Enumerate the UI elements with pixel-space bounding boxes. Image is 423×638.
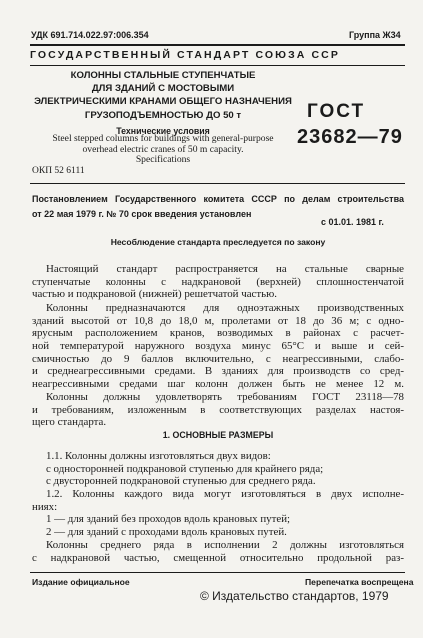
text-line: смичностью до 9 баллов включительно, с неагрессивными, слабо-: [32, 352, 404, 365]
text-line: с надкрановой частью, смещенной относительно продольной раз-: [32, 551, 404, 564]
title-en-line: overhead electric cranes of 50 m capacity.: [82, 143, 244, 155]
okp-code: ОКП 52 6111: [32, 166, 85, 176]
title-ru-line: ДЛЯ ЗДАНИЙ С МОСТОВЫМИ: [91, 83, 235, 95]
standard-type-heading: ГОСУДАРСТВЕННЫЙ СТАНДАРТ СОЮЗА ССР: [30, 49, 340, 61]
title-en-line: Steel stepped columns for buildings with general-purpose: [52, 133, 274, 144]
heading-rule: [30, 65, 405, 66]
text-line: ярусным расположением кранов, возводимых в районах с расчет-: [32, 327, 404, 340]
title-ru-line: КОЛОННЫ СТАЛЬНЫЕ СТУПЕНЧАТЫЕ: [70, 70, 256, 81]
text-line: частью и подкрановой (нижней) решетчатой частью.: [32, 288, 277, 301]
title-ru: [32, 69, 294, 138]
text-line: и требованиям, изложенным в соответствующих разделах настоя-: [32, 403, 404, 416]
reprint-label: Перепечатка воспрещена: [305, 577, 414, 587]
text-line: щего стандарта.: [32, 416, 107, 429]
text-line: ступенчатые колонны с надкрановой (верхней) сплошностенчатой: [32, 275, 404, 288]
text-line: ниях:: [32, 500, 58, 513]
text-line: Колонны должны удовлетворять требованиям ГОСТ 23118—78: [46, 390, 404, 403]
text-line: 2 — для зданий с проходами вдоль крановых путей.: [46, 526, 287, 539]
text-line: Настоящий стандарт распространяется на стальные сварные: [46, 263, 404, 275]
text-line: и среднеагрессивными средами. В зданиях для производств со сред-: [32, 365, 404, 378]
title-en: [32, 134, 294, 166]
section-rule: [30, 183, 405, 184]
title-en-line: Specifications: [135, 154, 191, 165]
title-ru-line: ГРУЗОПОДЪЕМНОСТЬЮ ДО 50 т: [84, 109, 242, 121]
gost-label: ГОСТ: [307, 101, 366, 122]
text-line: неагрессивными средами шаг колонн должен быть не менее 12 м.: [32, 378, 404, 391]
footer-rule: [30, 572, 405, 573]
text-line: 1.2. Колонны каждого вида могут изготовляться в двух исполне-: [46, 488, 404, 501]
text-line: с односторонней подкрановой ступенью для крайнего ряда;: [46, 462, 324, 475]
text-line: 1 — для зданий без проходов вдоль крановых путей;: [46, 513, 291, 526]
warning-text: Несоблюдение стандарта преследуется по закону: [110, 237, 326, 247]
decree-line: Постановлением Государственного комитета СССР по делам строительства: [32, 194, 404, 204]
title-subtitle: Технические условия: [116, 125, 210, 136]
text-line: ной температурой наружного воздуха минус 65°С и выше и сей-: [32, 340, 404, 353]
edition-label: Издание официальное: [32, 577, 130, 587]
gost-number: 23682—79: [297, 126, 403, 148]
group-code: Группа Ж34: [349, 30, 401, 40]
text-line: зданий высотой от 10,8 до 18,0 м, пролетами от 18 до 36 м; с одно-: [32, 314, 404, 327]
text-line: Колонны предназначаются для одноэтажных производственных: [46, 302, 404, 314]
title-ru-line: ЭЛЕКТРИЧЕСКИМИ КРАНАМИ ОБЩЕГО НАЗНАЧЕНИЯ: [34, 96, 292, 108]
text-line: 1.1. Колонны должны изготовляться двух видов:: [46, 450, 271, 462]
udk-code: УДК 691.714.022.97:006.354: [31, 30, 149, 40]
text-line: Колонны среднего ряда в исполнении 2 должны изготовляться: [46, 538, 404, 551]
intro-date: с 01.01. 1981 г.: [321, 217, 384, 227]
intro-paragraph: [32, 263, 404, 301]
section-1-text: [32, 450, 404, 564]
decree-line: от 22 мая 1979 г. № 70 срок введения установлен: [32, 209, 252, 219]
text-line: с двусторонней подкрановой ступенью для среднего ряда.: [46, 475, 316, 488]
purpose-paragraph: [32, 302, 404, 429]
section-heading: 1. ОСНОВНЫЕ РАЗМЕРЫ: [162, 430, 274, 440]
top-rule: [30, 44, 405, 46]
copyright: © Издательство стандартов, 1979: [200, 589, 389, 603]
